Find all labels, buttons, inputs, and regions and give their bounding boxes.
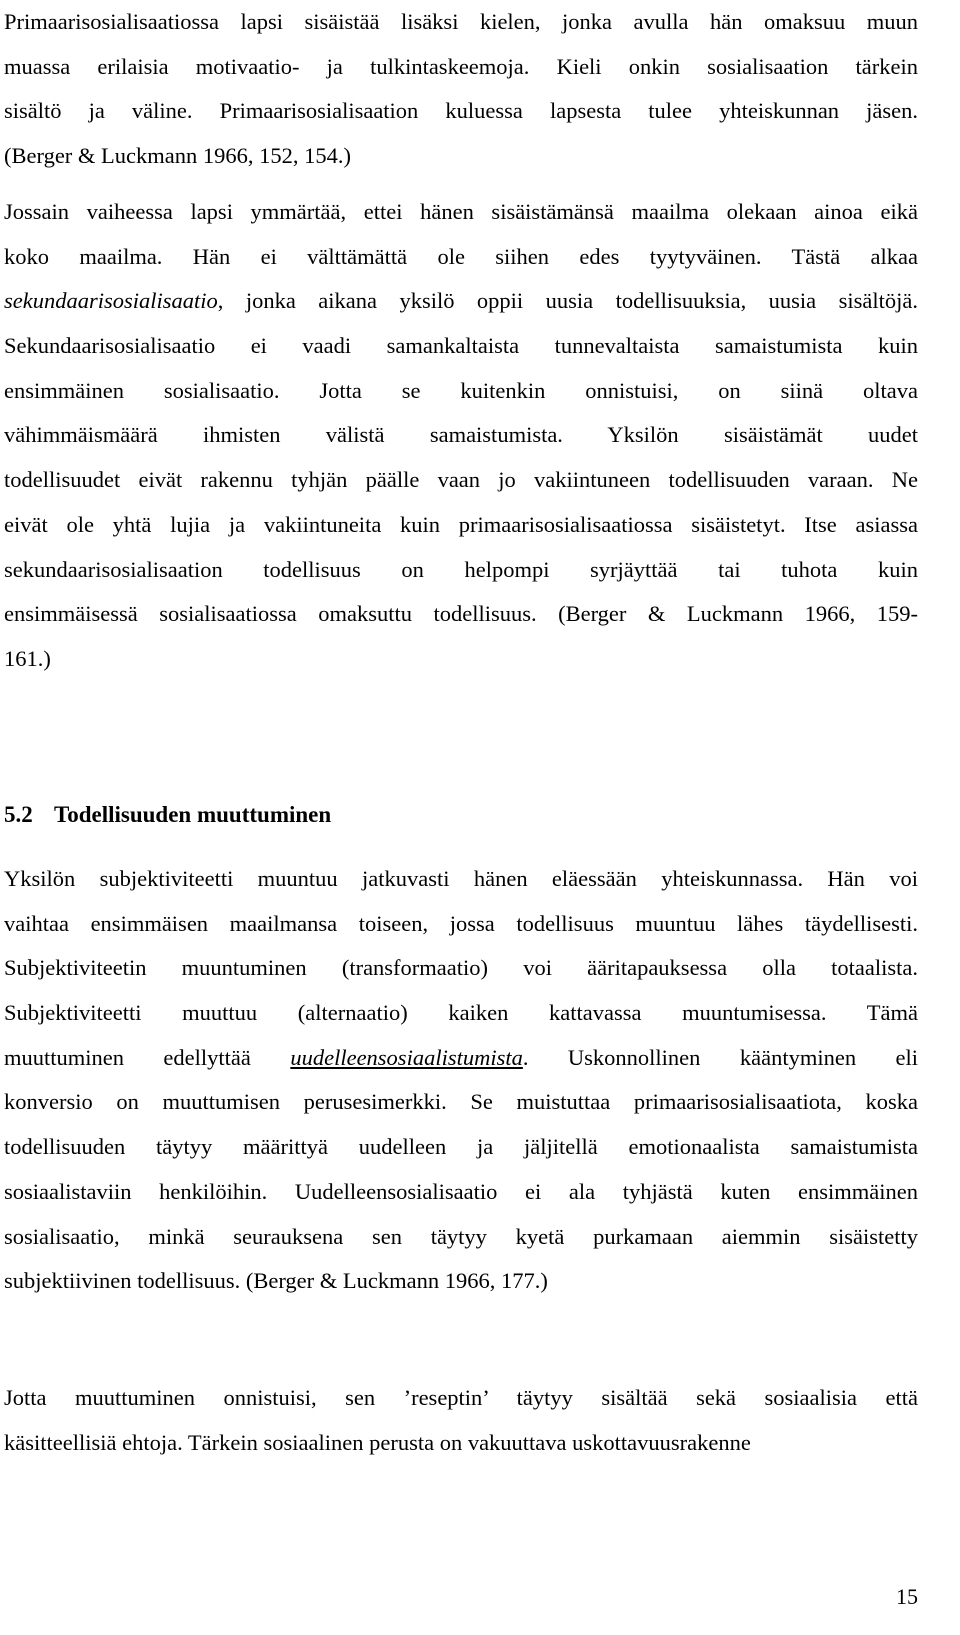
text-segment: muassa erilaisia motivaatio- ja tulkintaskeemoja. Kieli onkin sosialisaation tärkein (4, 53, 918, 79)
text-segment: subjektiivinen todellisuus. (Berger & Luckmann 1966, 177.) (4, 1268, 548, 1294)
text-line (4, 592, 918, 637)
text-segment: , jonka aikana yksilö oppii uusia todellisuuksia, uusia sisältöjä. (217, 288, 918, 314)
text-line (4, 190, 918, 235)
text-line (4, 548, 918, 593)
text-segment: eivät ole yhtä lujia ja vakiintuneita kuin primaarisosialisaatiossa sisäistetyt. Itse asiassa (4, 511, 918, 537)
text-segment: koko maailma. Hän ei välttämättä ole siihen edes tyytyväinen. Tästä alkaa (4, 243, 918, 269)
text-segment: muuttuminen edellyttää (4, 1044, 291, 1070)
text-segment: todellisuudet eivät rakennu tyhjän päälle vaan jo vakiintuneen todellisuuden varaan. Ne (4, 467, 918, 493)
text-segment: Subjektiviteetin muuntuminen (transformaatio) voi ääritapauksessa olla totaalista. (4, 955, 918, 981)
text-line (4, 89, 918, 134)
text-line (4, 637, 918, 682)
text-segment: . Uskonnollinen kääntyminen eli (522, 1044, 918, 1070)
paragraph-1 (4, 0, 918, 179)
text-line (4, 1125, 918, 1170)
emphasized-term: uudelleensosiaalistumista (290, 1044, 523, 1070)
text-segment: Subjektiviteetti muuttuu (alternaatio) kaiken kattavassa muuntumisessa. Tämä (4, 1000, 918, 1026)
section-title: Todellisuuden muuttuminen (54, 802, 332, 827)
text-segment: vähimmäismäärä ihmisten välistä samaistumista. Yksilön sisäistämät uudet (4, 422, 918, 448)
text-line (4, 134, 918, 179)
text-segment: sosiaalistaviin henkilöihin. Uudelleensosialisaatio ei ala tyhjästä kuten ensimmäinen (4, 1178, 918, 1204)
section-number: 5.2 (4, 802, 33, 827)
text-line (4, 369, 918, 414)
text-line (4, 235, 918, 280)
text-line (4, 45, 918, 90)
text-line (4, 1259, 918, 1304)
text-segment: (Berger & Luckmann 1966, 152, 154.) (4, 143, 352, 169)
text-line (4, 458, 918, 503)
text-line (4, 503, 918, 548)
text-segment: 161.) (4, 645, 51, 671)
text-segment: Jossain vaiheessa lapsi ymmärtää, ettei hänen sisäistämänsä maailma olekaan ainoa eikä (4, 199, 918, 224)
page-number: 15 (896, 1584, 918, 1609)
text-segment: Jotta muuttuminen onnistuisi, sen ’reseptin’ täytyy sisältää sekä sosiaalisia että (4, 1385, 918, 1410)
text-line (4, 1215, 918, 1260)
text-line (4, 0, 918, 45)
text-segment: sosialisaatio, minkä seurauksena sen täytyy kyetä purkamaan aiemmin sisäistetty (4, 1223, 918, 1249)
text-segment: sisältö ja väline. Primaarisosialisaation kuluessa lapsesta tulee yhteiskunnan jäsen. (4, 98, 918, 124)
text-segment: sekundaarisosialisaation todellisuus on helpompi syrjäyttää tai tuhota kuin (4, 556, 918, 582)
text-line (4, 1421, 918, 1466)
text-segment: vaihtaa ensimmäisen maailmansa toiseen, jossa todellisuus muuntuu lähes täydellisesti. (4, 910, 918, 936)
text-line (4, 902, 918, 947)
text-segment: Primaarisosialisaatiossa lapsi sisäistää lisäksi kielen, jonka avulla hän omaksuu muun (4, 9, 918, 34)
text-segment: ensimmäinen sosialisaatio. Jotta se kuitenkin onnistuisi, on siinä oltava (4, 377, 918, 403)
text-line (4, 1036, 918, 1081)
text-segment: Yksilön subjektiviteetti muuntuu jatkuvasti hänen eläessään yhteiskunnassa. Hän voi (4, 866, 918, 891)
text-line (4, 857, 918, 902)
text-line (4, 413, 918, 458)
text-line (4, 1080, 918, 1125)
text-segment: konversio on muuttumisen perusesimerkki. Se muistuttaa primaarisosialisaatiota, koska (4, 1089, 918, 1115)
text-segment: ensimmäisessä sosialisaatiossa omaksuttu todellisuus. (Berger & Luckmann 1966, 159- (4, 601, 918, 627)
paragraph-3 (4, 857, 918, 1304)
paragraph-2 (4, 190, 918, 682)
text-segment: todellisuuden täytyy määrittyä uudelleen ja jäljitellä emotionaalista samaistumista (4, 1134, 918, 1160)
text-segment: Sekundaarisosialisaatio ei vaadi samankaltaista tunnevaltaista samaistumista kuin (4, 333, 918, 359)
text-line (4, 991, 918, 1036)
text-segment: käsitteellisiä ehtoja. Tärkein sosiaalinen perusta on vakuuttava uskottavuusrakenne (4, 1429, 751, 1455)
section-heading (4, 793, 331, 837)
text-line (4, 324, 918, 369)
text-line (4, 1170, 918, 1215)
text-line (4, 279, 918, 324)
text-line (4, 946, 918, 991)
emphasized-term: sekundaarisosialisaatio (4, 288, 218, 314)
paragraph-4 (4, 1376, 918, 1465)
text-line (4, 1376, 918, 1421)
